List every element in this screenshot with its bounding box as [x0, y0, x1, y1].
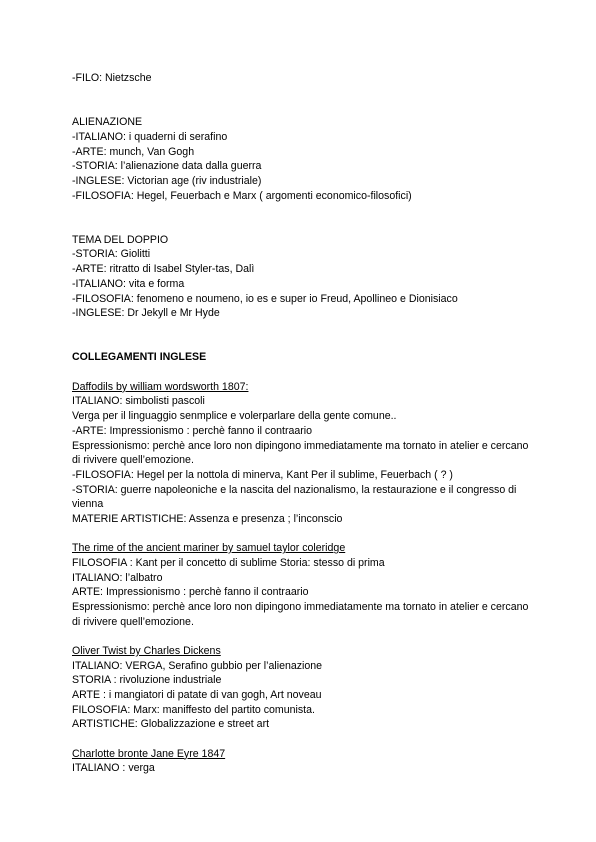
work-title: Daffodils by william wordsworth 1807: [72, 380, 249, 393]
work-jane-eyre [72, 747, 532, 776]
list-item: FILOSOFIA: Marx: maniffesto del partito comunista. [72, 703, 315, 716]
work-oliver-twist [72, 644, 532, 732]
list-item: -ARTE: Impressionismo : perchè fanno il contraario [72, 424, 313, 437]
section-title: ALIENAZIONE [72, 116, 143, 129]
list-item: -FILOSOFIA: fenomeno e noumeno, io es e super io Freud, Apollineo e Dionisiaco [72, 292, 458, 305]
spacer [72, 203, 532, 232]
list-item: Verga per il linguaggio senmplice e volerparlare della gente comune.. [72, 410, 397, 423]
work-title: Oliver Twist by Charles Dickens [72, 644, 221, 657]
spacer [72, 629, 532, 644]
list-item: -STORIA: l’alienazione data dalla guerra [72, 160, 262, 173]
list-item: FILOSOFIA : Kant per il concetto di sublime Storia: stesso di prima [72, 556, 385, 569]
list-item: Espressionismo: perchè ance loro non dipingono immediatamente ma tornato in atelier e cercano di rivivere quell’emozione. [72, 439, 529, 467]
list-item: ARTE: Impressionismo : perchè fanno il contraario [72, 586, 309, 599]
spacer [72, 365, 532, 380]
list-item: ARTISTICHE: Globalizzazione e street art [72, 718, 270, 731]
work-ancient-mariner [72, 541, 532, 629]
list-item: -ITALIANO: i quaderni di serafino [72, 130, 228, 143]
list-item: -INGLESE: Victorian age (riv industriale) [72, 174, 262, 187]
list-item: -ITALIANO: vita e forma [72, 277, 185, 290]
spacer [72, 527, 532, 542]
spacer [72, 86, 532, 115]
spacer [72, 732, 532, 747]
document-page [72, 71, 532, 776]
intro-line: -FILO: Nietzsche [72, 72, 152, 84]
list-item: ITALIANO: l’albatro [72, 571, 163, 584]
list-item: ITALIANO: VERGA, Serafino gubbio per l’alienazione [72, 659, 323, 672]
section-heading: COLLEGAMENTI INGLESE [72, 351, 207, 364]
work-title: The rime of the ancient mariner by samuel taylor coleridge [72, 542, 346, 555]
section-title: TEMA DEL DOPPIO [72, 233, 169, 246]
section-doppio [72, 233, 532, 321]
work-title: Charlotte bronte Jane Eyre 1847 [72, 747, 226, 760]
section-alienazione [72, 115, 532, 203]
list-item: ARTE : i mangiatori di patate di van gogh, Art noveau [72, 689, 322, 702]
section-collegamenti [72, 350, 532, 776]
list-item: -INGLESE: Dr Jekyll e Mr Hyde [72, 307, 220, 320]
list-item: -ARTE: munch, Van Gogh [72, 145, 195, 158]
list-item: -STORIA: guerre napoleoniche e la nascita del nazionalismo, la restaurazione e il congresso di vienna [72, 483, 517, 511]
spacer [72, 321, 532, 350]
work-daffodils [72, 380, 532, 527]
list-item: -ARTE: ritratto di Isabel Styler-tas, Dalì [72, 263, 255, 276]
list-item: -STORIA: Giolitti [72, 248, 151, 261]
list-item: ITALIANO: simbolisti pascoli [72, 395, 205, 408]
list-item: -FILOSOFIA: Hegel, Feuerbach e Marx ( argomenti economico-filosofici) [72, 189, 412, 202]
list-item: STORIA : rivoluzione industriale [72, 674, 222, 687]
list-item: MATERIE ARTISTICHE: Assenza e presenza ; l’inconscio [72, 513, 343, 526]
list-item: -FILOSOFIA: Hegel per la nottola di minerva, Kant Per il sublime, Feuerbach ( ? ) [72, 468, 453, 481]
list-item: Espressionismo: perchè ance loro non dipingono immediatamente ma tornato in atelier e cercano di rivivere quell’emozione. [72, 601, 529, 628]
list-item: ITALIANO : verga [72, 762, 155, 775]
